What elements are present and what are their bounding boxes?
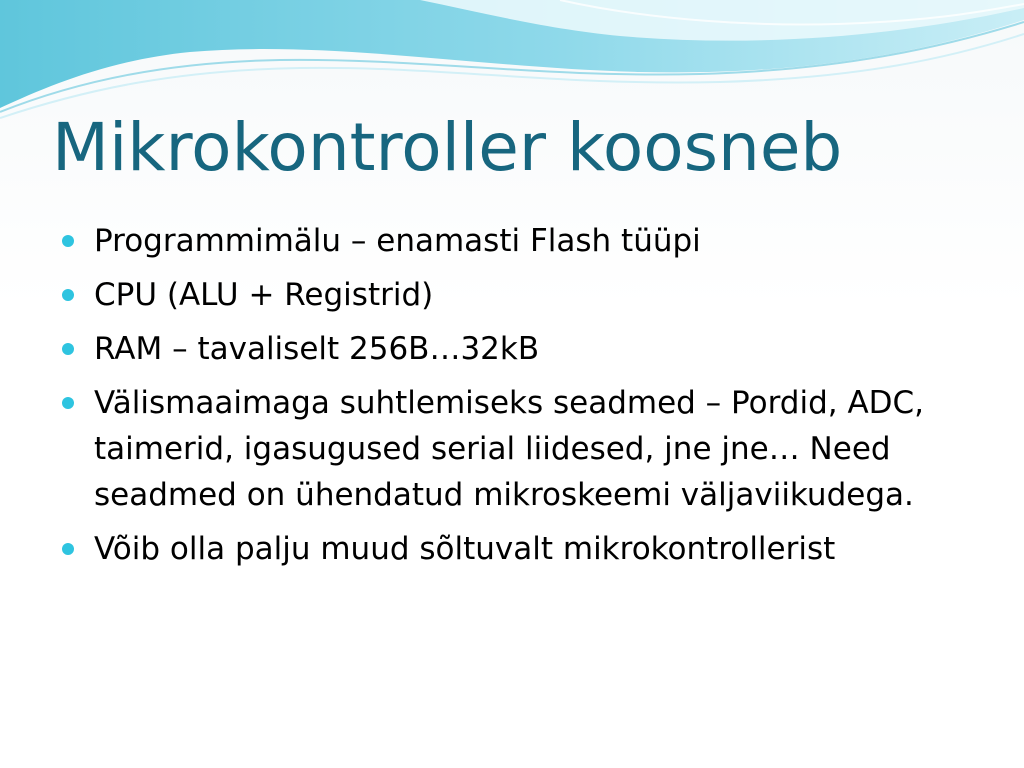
bullet-dot-icon bbox=[62, 543, 74, 555]
bullet-dot-icon bbox=[62, 343, 74, 355]
list-item bbox=[62, 380, 982, 518]
list-item bbox=[62, 526, 982, 572]
bullet-list bbox=[62, 218, 982, 580]
bullet-text: RAM – tavaliselt 256B…32kB bbox=[94, 331, 540, 367]
bullet-text: Programmimälu – enamasti Flash tüüpi bbox=[94, 223, 701, 259]
bullet-dot-icon bbox=[62, 235, 74, 247]
bullet-text: Võib olla palju muud sõltuvalt mikrokontrollerist bbox=[94, 531, 836, 567]
list-item bbox=[62, 218, 982, 264]
list-item bbox=[62, 272, 982, 318]
bullet-dot-icon bbox=[62, 289, 74, 301]
bullet-text: CPU (ALU + Registrid) bbox=[94, 277, 434, 313]
bullet-text: Välismaaimaga suhtlemiseks seadmed – Pordid, ADC, taimerid, igasugused serial liidesed, jne jne… Need seadmed on ühendatud mikroskeemi väljaviikudega. bbox=[94, 385, 925, 513]
bullet-dot-icon bbox=[62, 397, 74, 409]
slide-title: Mikrokontroller koosneb bbox=[52, 109, 843, 186]
list-item bbox=[62, 326, 982, 372]
